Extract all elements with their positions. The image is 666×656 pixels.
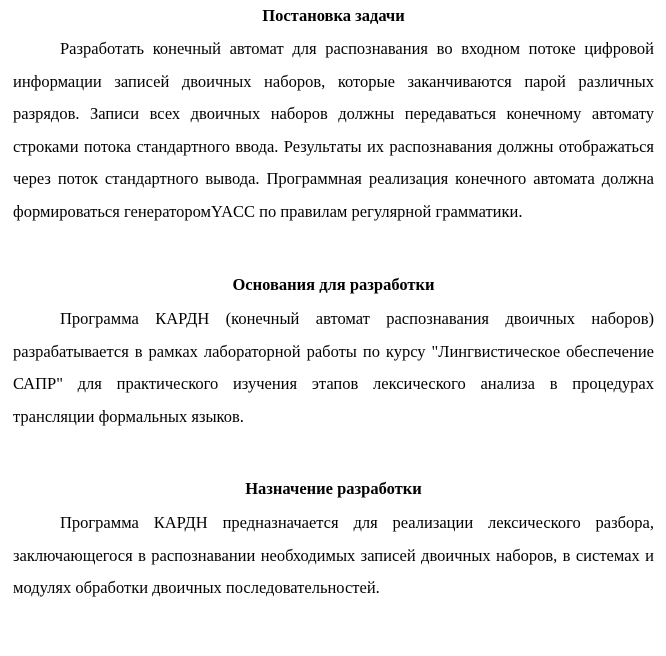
section-title: Основания для разработки <box>232 275 435 294</box>
section-paragraph: Разработать конечный автомат для распознавания во входном потоке цифровой информации записей двоичных наборов, которые заканчиваются парой различных разрядов. Записи всех двоичных наборов должны передаваться конечному автомату строками потока стандартного ввода. Результаты их распознавания должны отображаться через поток стандартного вывода. Программная реализация конечного автомата должна формироваться генераторомYACC по правилам регулярной грамматики. <box>13 39 654 221</box>
section-title: Назначение разработки <box>245 479 422 498</box>
section-paragraph: Программа КАРДН предназначается для реализации лексического разбора, заключающегося в распознавании необходимых записей двоичных наборов, в системах и модулях обработки двоичных последовательностей. <box>13 513 654 597</box>
section-problem-statement <box>13 0 654 228</box>
section-title: Постановка задачи <box>262 6 405 25</box>
section-paragraph: Программа КАРДН (конечный автомат распознавания двоичных наборов) разрабатывается в рамках лабораторной работы по курсу "Лингвистическое обеспечение САПР" для практического изучения этапов лексического анализа в процедурах трансляции формальных языков. <box>13 309 654 426</box>
section-development-purpose <box>13 479 654 605</box>
section-development-grounds <box>13 275 654 433</box>
